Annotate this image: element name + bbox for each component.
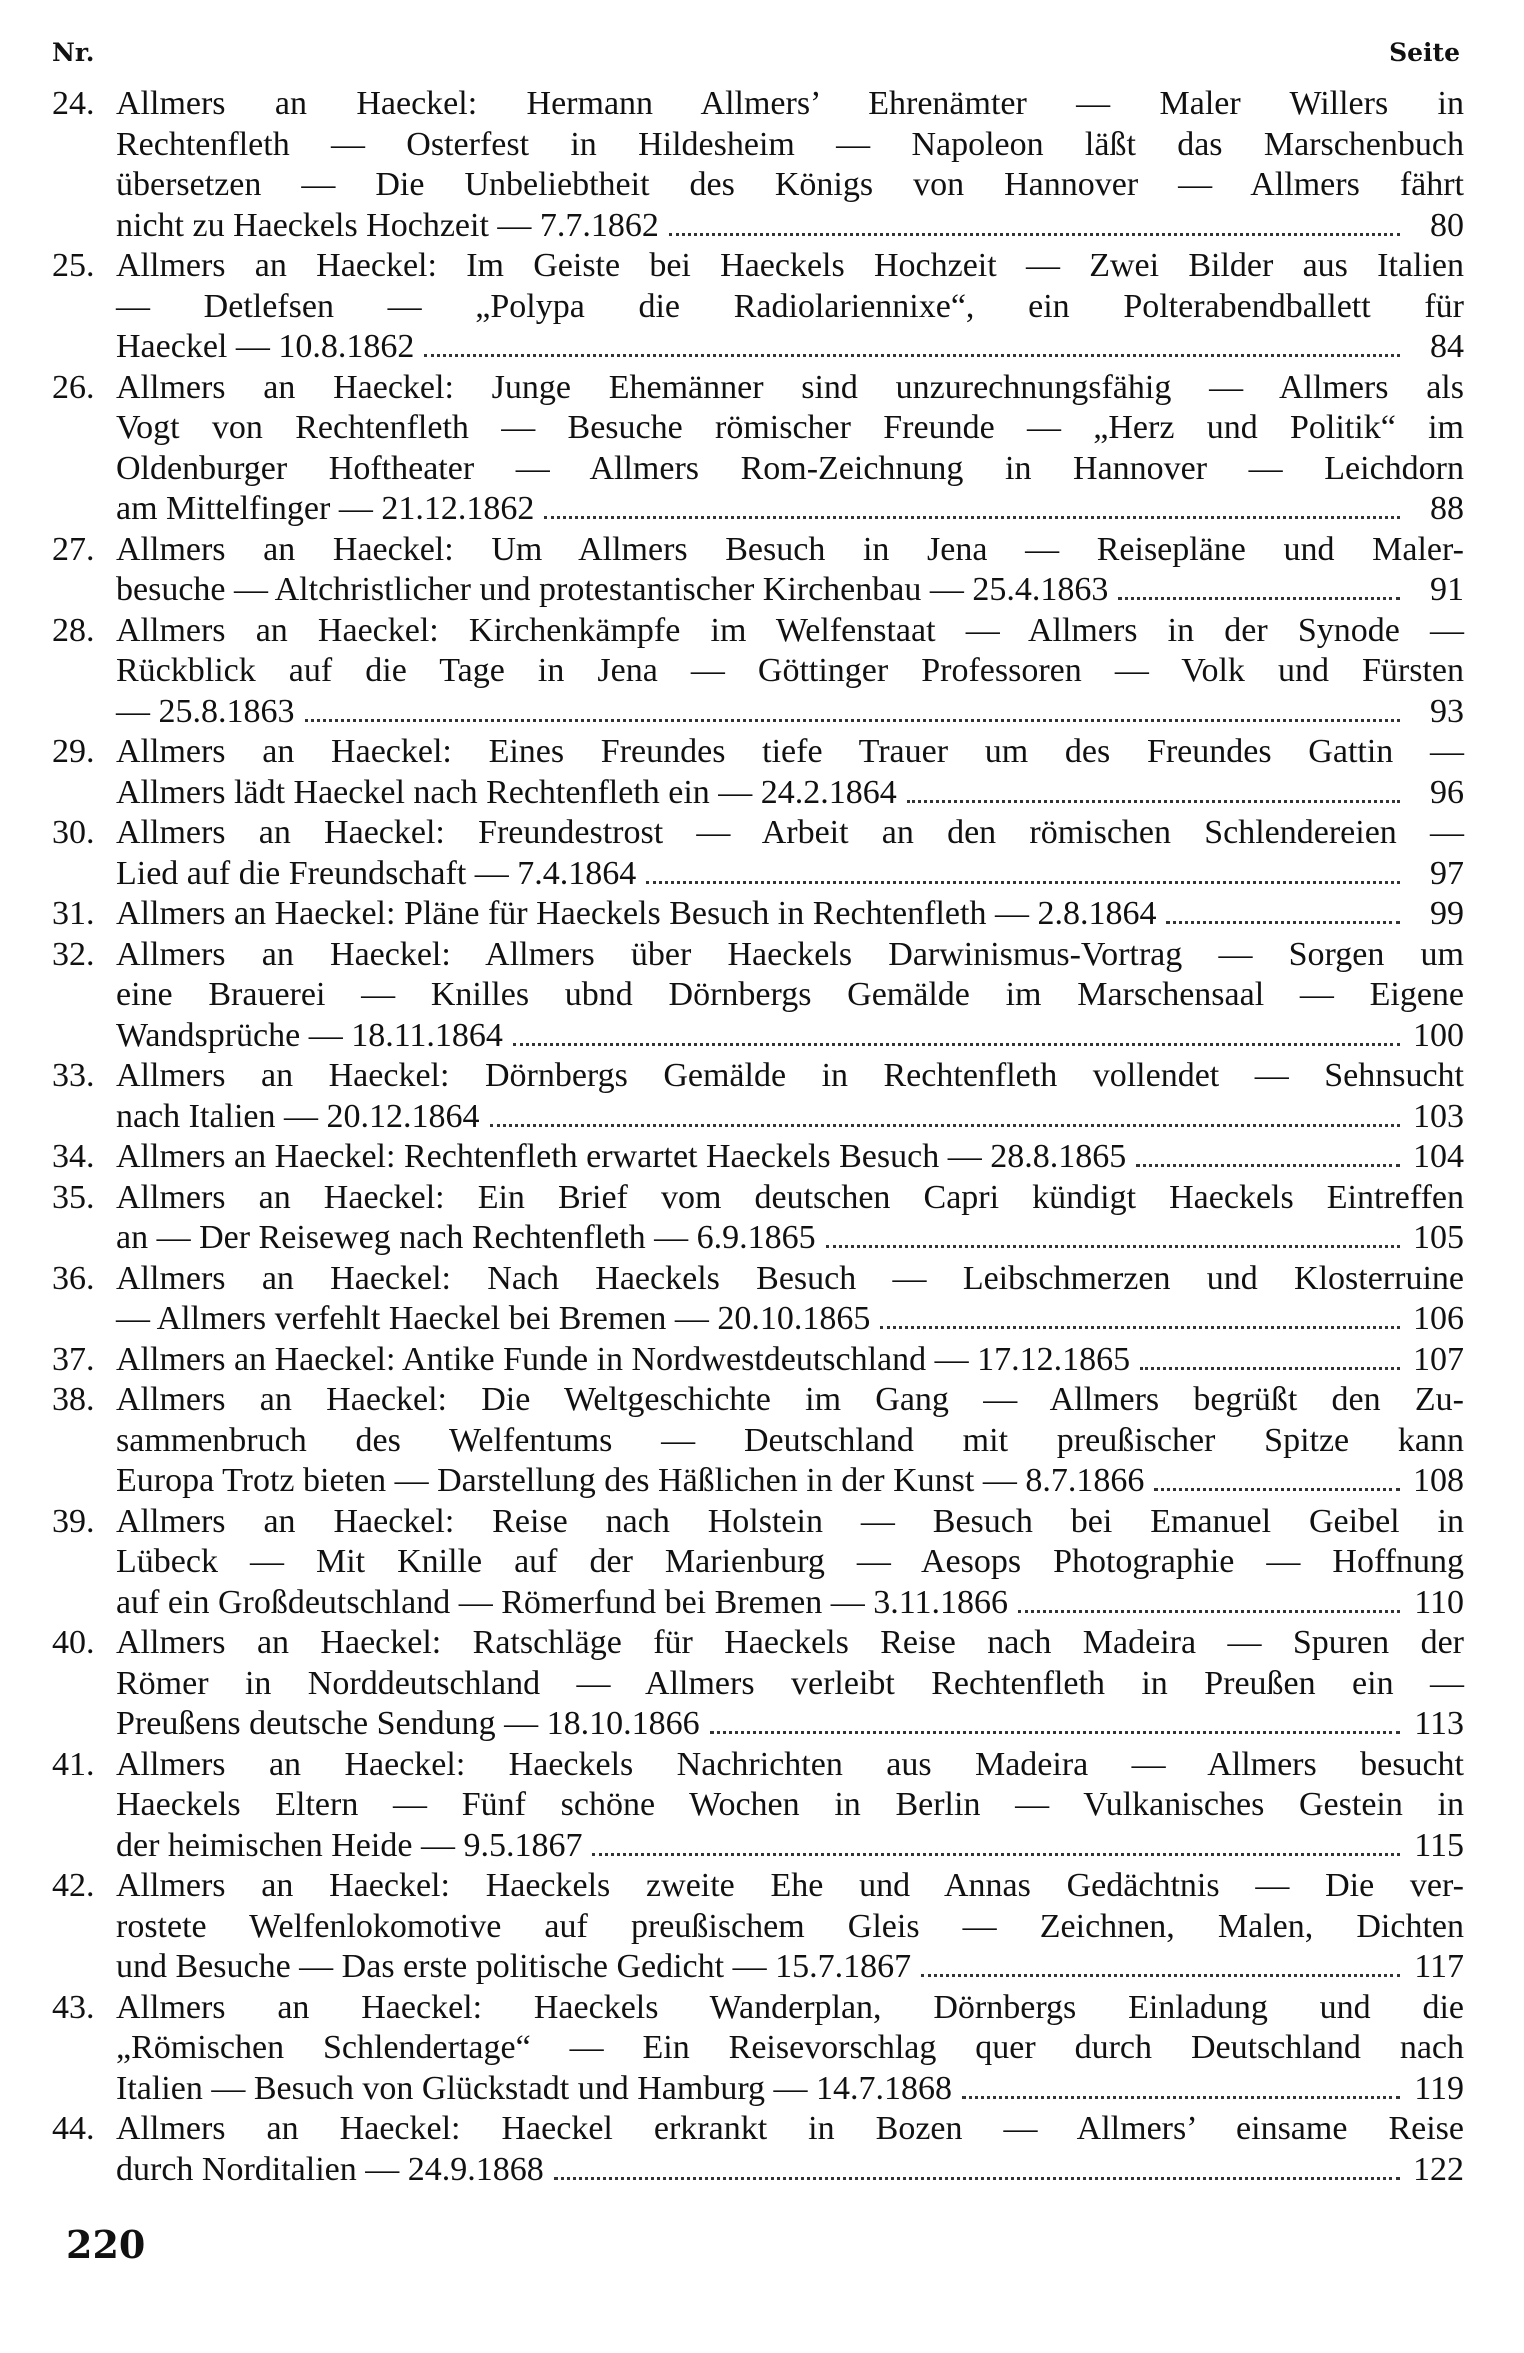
entry-number: 29. — [52, 733, 95, 770]
entry-page: 115 — [1414, 1826, 1464, 1864]
toc-entry — [52, 1623, 1464, 1745]
entry-page: 106 — [1413, 1300, 1464, 1337]
entry-last-line — [116, 1218, 1464, 1259]
entry-last-line — [116, 1583, 1464, 1624]
toc-entry — [52, 611, 1464, 733]
dot-leader — [1118, 597, 1400, 600]
entry-number: 24. — [52, 85, 95, 122]
dot-leader — [513, 1043, 1400, 1046]
dot-leader — [1136, 1164, 1400, 1167]
entry-text — [116, 246, 1464, 368]
entry-line: Allmers an Haeckel: Kirchenkämpfe im Welfenstaat — Allmers in der Synode — — [116, 611, 1464, 649]
entry-number: 32. — [52, 935, 95, 973]
entry-line: Allmers an Haeckel: Haeckels zweite Ehe und Annas Gedächtnis — Die ver- — [116, 1867, 1464, 1904]
dot-leader — [305, 719, 1401, 722]
entry-page: 113 — [1414, 1705, 1464, 1742]
table-of-contents — [52, 84, 1464, 2190]
entry-number: 30. — [52, 814, 95, 851]
entry-line: Preußens deutsche Sendung — 18.10.1866 — [116, 1705, 700, 1742]
entry-page: 97 — [1430, 854, 1464, 892]
entry-text — [116, 813, 1464, 894]
toc-entry — [52, 813, 1464, 894]
entry-line: übersetzen — Die Unbeliebtheit des Königs von Hannover — Allmers fährt — [116, 166, 1464, 203]
toc-entry — [52, 1380, 1464, 1502]
entry-line: — Allmers verfehlt Haeckel bei Bremen — 20.10.1865 — [116, 1300, 871, 1337]
entry-last-line — [116, 692, 1464, 733]
toc-entry — [52, 1866, 1464, 1988]
entry-number: 28. — [52, 611, 95, 649]
dot-leader — [880, 1326, 1400, 1329]
entry-last-line — [116, 1461, 1464, 1502]
entry-line: rostete Welfenlokomotive auf preußischem Gleis — Zeichnen, Malen, Dichten — [116, 1907, 1464, 1945]
entry-line: Allmers an Haeckel: Junge Ehemänner sind unzurechnungsfähig — Allmers als — [116, 368, 1464, 406]
entry-line: am Mittelfinger — 21.12.1862 — [116, 490, 535, 527]
entry-text — [116, 611, 1464, 733]
toc-entry — [52, 1340, 1464, 1381]
dot-leader — [1154, 1488, 1400, 1491]
dot-leader — [921, 1974, 1400, 1977]
entry-number: 34. — [52, 1138, 95, 1175]
entry-line: Allmers an Haeckel: Um Allmers Besuch in Jena — Reisepläne und Maler- — [116, 530, 1464, 568]
dot-leader — [1018, 1610, 1400, 1613]
dot-leader — [554, 2177, 1400, 2180]
entry-text — [116, 1988, 1464, 2110]
entry-last-line — [116, 1097, 1464, 1138]
entry-text — [116, 1178, 1464, 1259]
entry-line: Lied auf die Freundschaft — 7.4.1864 — [116, 854, 637, 892]
entry-line: Allmers an Haeckel: Reise nach Holstein — Besuch bei Emanuel Geibel in — [116, 1502, 1464, 1540]
entry-page: 119 — [1414, 2069, 1464, 2107]
entry-line: Italien — Besuch von Glückstadt und Hamburg — 14.7.1868 — [116, 2069, 953, 2107]
entry-page: 108 — [1413, 1462, 1464, 1499]
entry-line: Allmers an Haeckel: Pläne für Haeckels Besuch in Rechtenfleth — 2.8.1864 — [116, 895, 1157, 932]
toc-entry — [52, 1988, 1464, 2110]
entry-line: Allmers an Haeckel: Antike Funde in Nordwestdeutschland — 17.12.1865 — [116, 1340, 1131, 1378]
entry-line: Allmers an Haeckel: Dörnbergs Gemälde in Rechtenfleth vollendet — Sehnsucht — [116, 1057, 1464, 1094]
entry-page: 88 — [1430, 490, 1464, 527]
entry-page: 110 — [1414, 1583, 1464, 1621]
entry-line: Rückblick auf die Tage in Jena — Göttinger Professoren — Volk und Fürsten — [116, 652, 1464, 689]
entry-line: besuche — Altchristlicher und protestantischer Kirchenbau — 25.4.1863 — [116, 571, 1109, 608]
entry-line: Römer in Norddeutschland — Allmers verleibt Rechtenfleth in Preußen ein — — [116, 1664, 1464, 1702]
entry-number: 39. — [52, 1502, 95, 1540]
entry-number: 42. — [52, 1867, 95, 1904]
entry-text — [116, 2109, 1464, 2190]
entry-number: 35. — [52, 1178, 95, 1216]
entry-last-line — [116, 773, 1464, 814]
entry-line: eine Brauerei — Knilles ubnd Dörnbergs Gemälde im Marschensaal — Eigene — [116, 976, 1464, 1013]
entry-last-line — [116, 206, 1464, 247]
entry-text — [116, 1137, 1464, 1178]
entry-last-line — [116, 854, 1464, 895]
entry-line: Allmers an Haeckel: Ratschläge für Haeckels Reise nach Madeira — Spuren der — [116, 1624, 1464, 1661]
entry-text — [116, 84, 1464, 246]
entry-text — [116, 1866, 1464, 1988]
toc-entry — [52, 84, 1464, 246]
entry-line: Haeckel — 10.8.1862 — [116, 328, 415, 365]
entry-line: Europa Trotz bieten — Darstellung des Häßlichen in der Kunst — 8.7.1866 — [116, 1462, 1145, 1499]
entry-line: Allmers an Haeckel: Die Weltgeschichte im Gang — Allmers begrüßt den Zu- — [116, 1381, 1464, 1418]
dot-leader — [424, 354, 1400, 357]
toc-entry — [52, 1259, 1464, 1340]
entry-line: Allmers an Haeckel: Haeckels Nachrichten aus Madeira — Allmers besucht — [116, 1745, 1464, 1783]
entry-line: nicht zu Haeckels Hochzeit — 7.7.1862 — [116, 206, 659, 244]
entry-line: Allmers an Haeckel: Allmers über Haeckels Darwinismus-Vortrag — Sorgen um — [116, 935, 1464, 973]
entry-page: 80 — [1430, 206, 1464, 244]
toc-entry — [52, 1178, 1464, 1259]
entry-text — [116, 530, 1464, 611]
entry-page: 117 — [1414, 1948, 1464, 1985]
entry-line: und Besuche — Das erste politische Gedicht — 15.7.1867 — [116, 1948, 912, 1985]
entry-last-line — [116, 1947, 1464, 1988]
entry-text — [116, 935, 1464, 1057]
entry-line: Lübeck — Mit Knille auf der Marienburg — Aesops Photographie — Hoffnung — [116, 1543, 1464, 1580]
entry-line: Vogt von Rechtenfleth — Besuche römischer Freunde — „Herz und Politik“ im — [116, 409, 1464, 446]
entry-last-line — [116, 327, 1464, 368]
entry-page: 96 — [1430, 773, 1464, 811]
entry-page: 100 — [1413, 1016, 1464, 1054]
entry-line: — 25.8.1863 — [116, 692, 295, 730]
entry-text — [116, 368, 1464, 530]
dot-leader — [592, 1853, 1400, 1856]
entry-last-line — [116, 1340, 1464, 1381]
dot-leader — [669, 233, 1400, 236]
entry-text — [116, 1340, 1464, 1381]
entry-page: 93 — [1430, 692, 1464, 730]
dot-leader — [1140, 1367, 1400, 1370]
entry-number: 43. — [52, 1988, 95, 2026]
entry-page: 103 — [1413, 1097, 1464, 1135]
entry-text — [116, 1259, 1464, 1340]
entry-last-line — [116, 1299, 1464, 1340]
entry-line: Rechtenfleth — Osterfest in Hildesheim — Napoleon läßt das Marschenbuch — [116, 125, 1464, 163]
dot-leader — [710, 1731, 1400, 1734]
entry-last-line — [116, 2069, 1464, 2110]
entry-line: an — Der Reiseweg nach Rechtenfleth — 6.9.1865 — [116, 1219, 816, 1256]
entry-last-line — [116, 570, 1464, 611]
toc-entry — [52, 530, 1464, 611]
toc-entry — [52, 1745, 1464, 1867]
entry-page: 122 — [1413, 2150, 1464, 2188]
toc-entry — [52, 935, 1464, 1057]
toc-entry — [52, 1502, 1464, 1624]
entry-last-line — [116, 1016, 1464, 1057]
dot-leader — [826, 1245, 1400, 1248]
entry-line: durch Norditalien — 24.9.1868 — [116, 2150, 544, 2188]
entry-text — [116, 894, 1464, 935]
entry-line: „Römischen Schlendertage“ — Ein Reisevorschlag quer durch Deutschland nach — [116, 2029, 1464, 2066]
toc-entry — [52, 1137, 1464, 1178]
entry-line: nach Italien — 20.12.1864 — [116, 1097, 480, 1135]
toc-entry — [52, 246, 1464, 368]
toc-entry — [52, 2109, 1464, 2190]
toc-entry — [52, 894, 1464, 935]
dot-leader — [907, 800, 1400, 803]
toc-entry — [52, 1056, 1464, 1137]
entry-line: Allmers an Haeckel: Im Geiste bei Haeckels Hochzeit — Zwei Bilder aus Italien — [116, 247, 1464, 284]
entry-last-line — [116, 1704, 1464, 1745]
entry-line: Oldenburger Hoftheater — Allmers Rom-Zeichnung in Hannover — Leichdorn — [116, 449, 1464, 487]
entry-line: Wandsprüche — 18.11.1864 — [116, 1016, 503, 1054]
dot-leader — [1166, 921, 1400, 924]
entry-number: 38. — [52, 1381, 95, 1418]
entry-page: 105 — [1413, 1219, 1464, 1256]
column-header-seite: Seite — [1389, 38, 1460, 67]
entry-line: Allmers an Haeckel: Nach Haeckels Besuch — Leibschmerzen und Klosterruine — [116, 1259, 1464, 1297]
entry-page: 91 — [1430, 571, 1464, 608]
entry-text — [116, 1623, 1464, 1745]
entry-text — [116, 1502, 1464, 1624]
entry-number: 36. — [52, 1259, 95, 1297]
entry-page: 107 — [1413, 1340, 1464, 1378]
page-number: 220 — [66, 2222, 146, 2267]
entry-last-line — [116, 1137, 1464, 1178]
entry-page: 99 — [1430, 895, 1464, 932]
entry-line: Allmers an Haeckel: Hermann Allmers’ Ehrenämter — Maler Willers in — [116, 85, 1464, 122]
toc-entry — [52, 368, 1464, 530]
entry-page: 84 — [1430, 328, 1464, 365]
entry-last-line — [116, 894, 1464, 935]
entry-number: 41. — [52, 1745, 95, 1783]
dot-leader — [490, 1124, 1400, 1127]
entry-last-line — [116, 2150, 1464, 2191]
entry-line: Allmers an Haeckel: Rechtenfleth erwartet Haeckels Besuch — 28.8.1865 — [116, 1138, 1127, 1175]
entry-number: 31. — [52, 895, 95, 932]
entry-line: Allmers lädt Haeckel nach Rechtenfleth ein — 24.2.1864 — [116, 773, 897, 811]
entry-line: Allmers an Haeckel: Haeckels Wanderplan, Dörnbergs Einladung und die — [116, 1988, 1464, 2026]
entry-line: sammenbruch des Welfentums — Deutschland mit preußischer Spitze kann — [116, 1421, 1464, 1459]
entry-line: Allmers an Haeckel: Haeckel erkrankt in Bozen — Allmers’ einsame Reise — [116, 2110, 1464, 2147]
entry-line: Allmers an Haeckel: Freundestrost — Arbeit an den römischen Schlendereien — — [116, 814, 1464, 851]
entry-text — [116, 1745, 1464, 1867]
entry-line: Haeckels Eltern — Fünf schöne Wochen in Berlin — Vulkanisches Gestein in — [116, 1786, 1464, 1823]
entry-line: auf ein Großdeutschland — Römerfund bei Bremen — 3.11.1866 — [116, 1583, 1008, 1621]
entry-number: 25. — [52, 247, 95, 284]
entry-text — [116, 1380, 1464, 1502]
entry-line: Allmers an Haeckel: Eines Freundes tiefe Trauer um des Freundes Gattin — — [116, 733, 1464, 770]
entry-number: 26. — [52, 368, 95, 406]
entry-page: 104 — [1413, 1138, 1464, 1175]
entry-line: — Detlefsen — „Polypa die Radiolariennixe“, ein Polterabendballett für — [116, 287, 1464, 325]
entry-last-line — [116, 489, 1464, 530]
entry-last-line — [116, 1826, 1464, 1867]
dot-leader — [646, 881, 1400, 884]
toc-entry — [52, 732, 1464, 813]
entry-number: 44. — [52, 2110, 95, 2147]
entry-number: 27. — [52, 530, 95, 568]
column-header-nr: Nr. — [52, 38, 95, 67]
dot-leader — [544, 516, 1400, 519]
entry-line: Allmers an Haeckel: Ein Brief vom deutschen Capri kündigt Haeckels Eintreffen — [116, 1178, 1464, 1216]
entry-number: 37. — [52, 1340, 95, 1378]
dot-leader — [962, 2096, 1400, 2099]
entry-text — [116, 1056, 1464, 1137]
entry-number: 40. — [52, 1624, 95, 1661]
entry-text — [116, 732, 1464, 813]
entry-line: der heimischen Heide — 9.5.1867 — [116, 1826, 583, 1864]
entry-number: 33. — [52, 1057, 95, 1094]
